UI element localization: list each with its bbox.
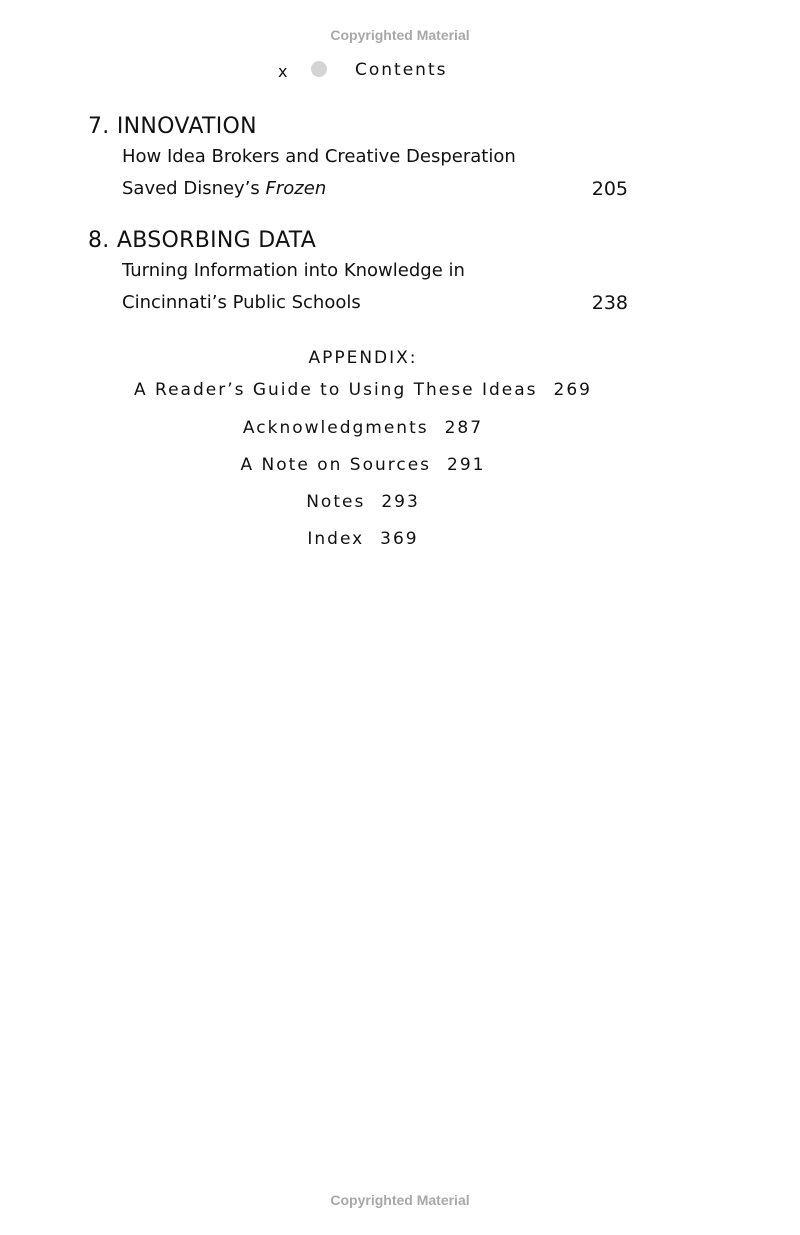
- chapter-title: 8. ABSORBING DATA: [88, 228, 317, 253]
- entry-page-number: 293: [381, 492, 420, 512]
- chapter-title: 7. INNOVATION: [88, 114, 257, 139]
- subtitle-plain-text: Saved Disney’s: [122, 178, 266, 199]
- chapter-subtitle-line-1: Turning Information into Knowledge in: [122, 260, 465, 281]
- entry-page-number: 369: [380, 529, 419, 549]
- entry-title: Notes: [306, 492, 366, 512]
- running-head-title: Contents: [355, 60, 448, 80]
- toc-entry-readers-guide[interactable]: [0, 380, 726, 400]
- entry-page-number: 291: [447, 455, 486, 475]
- chapter-subtitle: [122, 255, 638, 319]
- chapter-page-number: 238: [591, 292, 628, 314]
- entry-page-number: 287: [444, 418, 484, 438]
- entry-title: Index: [307, 529, 365, 549]
- ornament-dot-icon: [311, 61, 327, 77]
- entry-title: Acknowledgments: [242, 418, 429, 438]
- toc-entry-chapter-7[interactable]: [88, 113, 648, 205]
- entry-title: A Reader’s Guide to Using These Ideas: [134, 380, 538, 400]
- chapter-subtitle-line-2: [122, 173, 638, 205]
- toc-entry-notes[interactable]: [0, 492, 726, 512]
- subtitle-italic-text: Frozen: [265, 178, 327, 199]
- watermark-bottom: Copyrighted Material: [330, 1192, 470, 1208]
- appendix-label: APPENDIX:: [308, 348, 418, 368]
- toc-entry-index[interactable]: [0, 529, 726, 549]
- chapter-page-number: 205: [591, 178, 628, 200]
- toc-entry-note-on-sources[interactable]: [0, 455, 726, 475]
- watermark-top: Copyrighted Material: [330, 27, 470, 43]
- toc-entry-chapter-8[interactable]: [88, 227, 648, 319]
- chapter-subtitle: [122, 141, 638, 205]
- toc-entry-acknowledgments[interactable]: [0, 418, 726, 438]
- chapter-subtitle-line-2: Cincinnati’s Public Schools: [122, 292, 361, 313]
- entry-page-number: 269: [553, 380, 592, 400]
- chapter-subtitle-line-1: How Idea Brokers and Creative Desperation: [122, 146, 516, 167]
- page-folio: x: [278, 62, 289, 81]
- entry-title: A Note on Sources: [240, 455, 432, 475]
- running-head: [0, 59, 800, 83]
